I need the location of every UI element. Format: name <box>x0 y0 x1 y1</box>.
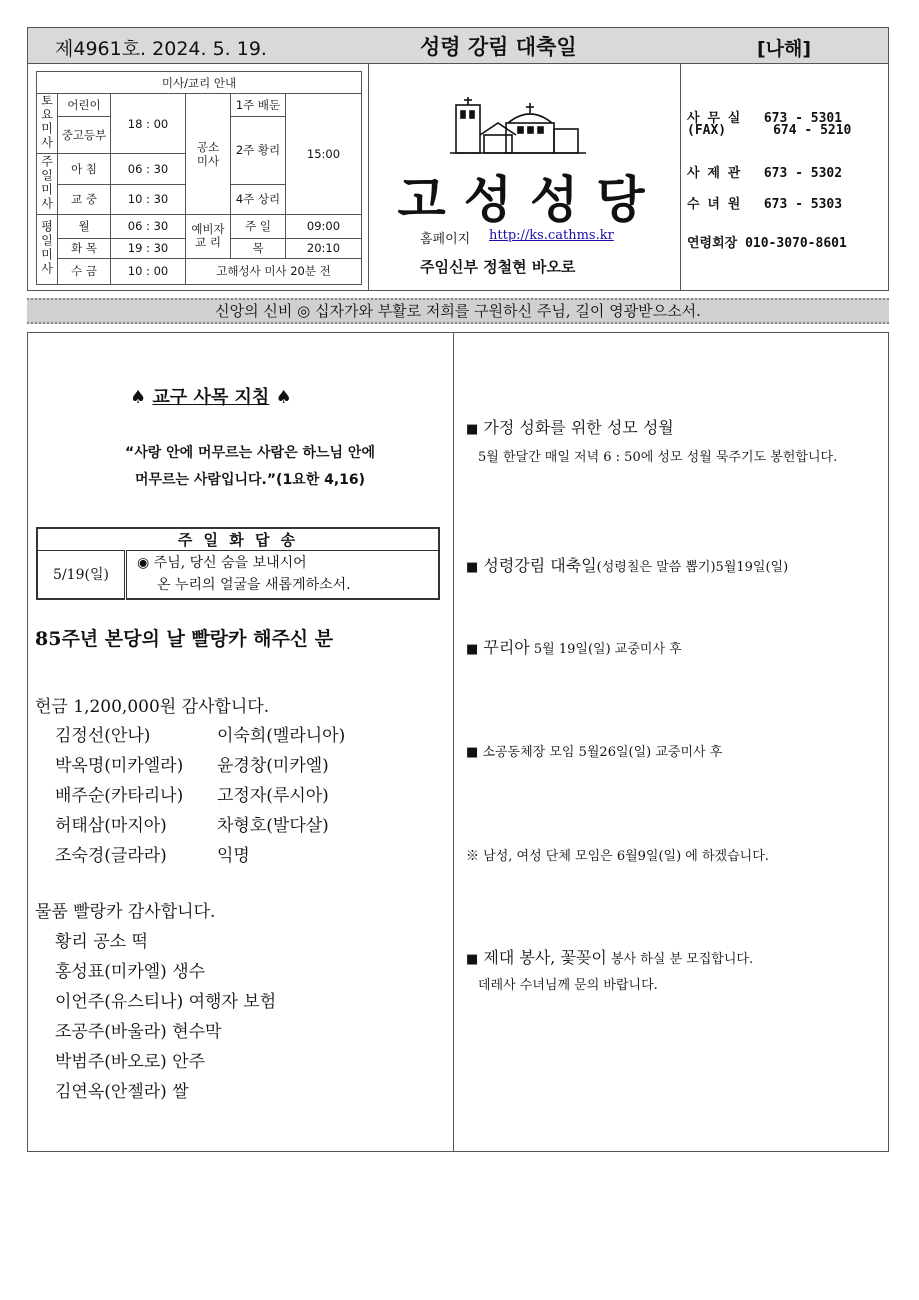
contact-label: 사 무 실 <box>687 111 741 126</box>
goods-item: 황리 공소 떡 <box>55 932 148 952</box>
mass-table-title: 미사/교리 안내 <box>37 72 362 94</box>
psalm-date: 5/19(일) <box>37 551 126 599</box>
news-detail: 5월 한달간 매일 저녁 6 : 50에 성모 성월 묵주기도 봉헌합니다. <box>478 450 838 465</box>
catechism-sunday: 주 일 <box>231 214 286 238</box>
mission-2: 2주 황리 <box>231 117 286 184</box>
donor: 허태삼(마지아) <box>55 816 167 836</box>
news-title: 성령강림 대축일 <box>483 556 597 575</box>
contact-rectory <box>687 162 842 181</box>
mission-4: 4주 상리 <box>231 184 286 214</box>
contact-number: 010-3070-8601 <box>745 236 847 251</box>
feast-title: 성령 강림 대축일 <box>420 35 577 59</box>
news-item <box>466 635 682 658</box>
psalm-line: 온 누리의 얼굴을 새롭게하소서. <box>157 577 351 594</box>
donor: 윤경창(미카엘) <box>217 756 329 776</box>
news-detail: 데레사 수녀님께 문의 바랍니다. <box>478 978 658 993</box>
donor: 배주순(카타리나) <box>55 786 184 806</box>
contact-label: 사 제 관 <box>687 166 741 181</box>
contact-funeral-chair <box>687 232 847 251</box>
mission-time: 15:00 <box>286 94 362 215</box>
spade-icon: ♠ <box>275 387 292 408</box>
contact-label: 연령회장 <box>687 236 738 251</box>
contact-number: 673 - 5301 <box>763 111 843 126</box>
homepage-label: 홈페이지 <box>420 232 471 247</box>
column-divider <box>453 332 454 1152</box>
donor: 차형호(발다살) <box>217 816 329 836</box>
year-cycle: [나해] <box>757 38 812 60</box>
divider <box>368 64 369 291</box>
responsorial-psalm-table <box>36 527 440 600</box>
issue-number: 제4961호. 2024. 5. 19. <box>55 38 267 60</box>
news-item <box>466 415 674 438</box>
mass-schedule-table <box>36 71 362 285</box>
wed-fri-time: 10 : 00 <box>111 258 186 284</box>
catechism-thursday-time: 20:10 <box>286 238 362 258</box>
bullet-icon: ■ <box>466 560 479 575</box>
monday-label: 월 <box>58 214 111 238</box>
contact-label: (FAX) <box>687 123 727 138</box>
weekday-mass-label: 평일미사 <box>39 219 54 276</box>
donor: 박옥명(미카엘라) <box>55 756 184 776</box>
catechism-label: 예비자교 리 <box>191 222 225 250</box>
catechism-thursday: 목 <box>231 238 286 258</box>
news-title: 제대 봉사, 꽃꽂이 <box>483 948 607 967</box>
news-detail: (성령칠은 말씀 뽑기)5월19일(일) <box>596 560 789 575</box>
sat-mass-label: 토요미사 <box>39 94 54 151</box>
spade-icon: ♠ <box>130 387 147 408</box>
confession-note: 고해성사 미사 20분 전 <box>186 258 362 284</box>
thanks-title: 85주년 본당의 날 빨랑카 해주신 분 <box>35 628 334 650</box>
wed-fri-label: 수 금 <box>58 258 111 284</box>
mission-1: 1주 배둔 <box>231 94 286 117</box>
sun-mass-label: 주일미사 <box>39 154 54 211</box>
pastor-name: 주임신부 정철현 바오로 <box>420 258 576 276</box>
mission-mass-label: 공소미사 <box>196 139 220 168</box>
news-item <box>466 553 788 576</box>
contact-convent <box>687 193 842 212</box>
contact-number: 673 - 5302 <box>763 166 843 181</box>
news-title: 가정 성화를 위한 성모 성월 <box>483 418 674 437</box>
morning-label: 아 침 <box>58 154 111 184</box>
money-thanks: 헌금 1,200,000원 감사합니다. <box>35 697 270 717</box>
donor: 익명 <box>217 846 250 866</box>
goods-item: 김연옥(안젤라) 쌀 <box>55 1082 189 1102</box>
psalm-line: ◉ 주님, 당신 숨을 보내시어 <box>137 555 307 572</box>
bullet-icon: ■ <box>466 642 479 657</box>
tue-thu-label: 화 목 <box>58 238 111 258</box>
donor: 조숙경(글라라) <box>55 846 167 866</box>
news-item <box>466 945 753 968</box>
psalm-title: 주 일 화 답 송 <box>37 528 439 551</box>
directive-heading <box>130 383 292 409</box>
sat-time: 18 : 00 <box>111 94 186 154</box>
contact-label: 수 녀 원 <box>687 197 741 212</box>
directive-quote <box>70 440 430 494</box>
news-detail: 봉사 하실 분 모집합니다. <box>606 952 754 967</box>
donor: 이숙희(멜라니아) <box>217 726 346 746</box>
goods-item: 조공주(바울라) 현수막 <box>55 1022 222 1042</box>
main-mass-time: 10 : 30 <box>111 184 186 214</box>
catechism-sunday-time: 09:00 <box>286 214 362 238</box>
donor: 김정선(안나) <box>55 726 151 746</box>
goods-item: 이언주(유스티나) 여행자 보험 <box>55 992 277 1012</box>
tue-thu-time: 19 : 30 <box>111 238 186 258</box>
news-item <box>466 741 722 760</box>
morning-time: 06 : 30 <box>111 154 186 184</box>
contact-number: 673 - 5303 <box>763 197 843 212</box>
directive-title: 교구 사목 지침 <box>152 387 270 408</box>
divider <box>680 64 681 291</box>
contact-fax <box>687 123 851 138</box>
church-name: 고성성당 <box>397 170 663 229</box>
quote-line: 머무르는 사람입니다.”(1요한 4,16) <box>134 472 366 488</box>
bullet-icon: ■ <box>466 952 479 967</box>
bullet-icon: ■ <box>466 422 479 437</box>
news-title: 꾸리아 <box>483 638 530 657</box>
main-mass-label: 교 중 <box>58 184 111 214</box>
news-notice: ※ 남성, 여성 단체 모임은 6월9일(일) 에 하겠습니다. <box>466 849 769 864</box>
youth-label: 중고등부 <box>58 117 111 154</box>
news-detail: 소공동체장 모임 5월26일(일) 교중미사 후 <box>482 745 723 760</box>
goods-item: 박범주(바오로) 안주 <box>55 1052 206 1072</box>
donor: 고정자(루시아) <box>217 786 329 806</box>
monday-time: 06 : 30 <box>111 214 186 238</box>
homepage-link[interactable]: http://ks.cathms.kr <box>489 228 614 243</box>
children-label: 어린이 <box>58 94 111 117</box>
goods-item: 홍성표(미카엘) 생수 <box>55 962 206 982</box>
contact-number: 674 - 5210 <box>773 123 852 138</box>
motto-banner: 신앙의 신비 ◎ 십자가와 부활로 저희를 구원하신 주님, 길이 영광받으소서. <box>27 298 889 324</box>
quote-line: “사랑 안에 머무르는 사람은 하느님 안에 <box>125 445 375 461</box>
church-building-icon <box>450 95 590 155</box>
goods-thanks: 물품 빨랑카 감사합니다. <box>35 902 216 922</box>
news-detail: 5월 19일(일) 교중미사 후 <box>529 642 682 657</box>
bullet-icon: ■ <box>466 745 479 760</box>
